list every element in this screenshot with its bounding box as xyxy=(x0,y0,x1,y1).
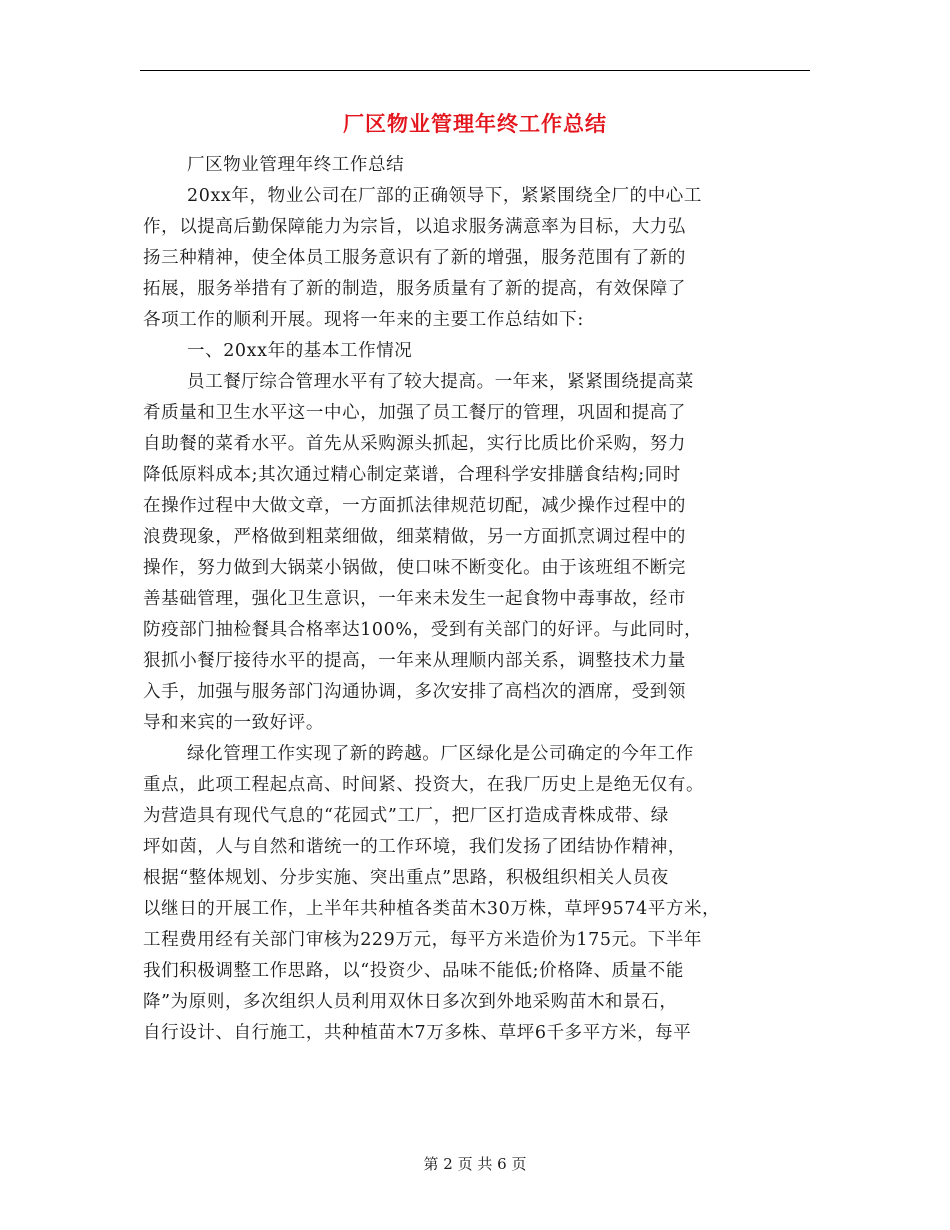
document-body xyxy=(143,150,813,1049)
body-line: 浪费现象，严格做到粗菜细做，细菜精做，另一方面抓烹调过程中的 xyxy=(143,527,686,547)
body-line: 狠抓小餐厅接待水平的提高，一年来从理顺内部关系，调整技术力量 xyxy=(143,651,686,671)
body-line: 自行设计、自行施工，共种植苗木7万多株、草坪6千多平方米，每平 xyxy=(143,1023,692,1043)
body-line: 入手，加强与服务部门沟通协调，多次安排了高档次的酒席，受到领 xyxy=(143,682,686,702)
body-line: 工程费用经有关部门审核为229万元，每平方米造价为175元。下半年 xyxy=(143,930,703,950)
body-line: 员工餐厅综合管理水平有了较大提高。一年来，紧紧围绕提高菜 xyxy=(187,372,694,392)
body-line: 善基础管理，强化卫生意识，一年来未发生一起食物中毒事故，经市 xyxy=(143,589,686,609)
document-title: 厂区物业管理年终工作总结 xyxy=(343,112,607,136)
body-line: 自助餐的菜肴水平。首先从采购源头抓起，实行比质比价采购，努力 xyxy=(143,434,686,454)
body-line: 降低原料成本;其次通过精心制定菜谱，合理科学安排膳食结构;同时 xyxy=(143,465,681,485)
body-line: 操作，努力做到大锅菜小锅做，使口味不断变化。由于该班组不断完 xyxy=(143,558,686,578)
body-line: 降”为原则，多次组织人员利用双休日多次到外地采购苗木和景石， xyxy=(143,992,678,1012)
body-line: 在操作过程中大做文章，一方面抓法律规范切配，减少操作过程中的 xyxy=(143,496,686,516)
body-line: 以继日的开展工作，上半年共种植各类苗木30万株，草坪9574平方米， xyxy=(143,899,721,919)
body-line: 拓展，服务举措有了新的制造，服务质量有了新的提高，有效保障了 xyxy=(143,279,686,299)
body-line: 根据“整体规划、分步实施、突出重点”思路，积极组织相关人员夜 xyxy=(143,868,669,888)
body-line: 重点，此项工程起点高、时间紧、投资大，在我厂历史上是绝无仅有。 xyxy=(143,775,705,795)
body-line: 各项工作的顺利开展。现将一年来的主要工作总结如下: xyxy=(143,310,584,330)
body-line: 导和来宾的一致好评。 xyxy=(143,713,324,733)
body-line: 防疫部门抽检餐具合格率达100%，受到有关部门的好评。与此同时， xyxy=(143,620,703,640)
body-line: 为营造具有现代气息的“花园式”工厂，把厂区打造成青株成带、绿 xyxy=(143,806,669,826)
body-line: 一、20xx年的基本工作情况 xyxy=(187,341,413,361)
body-line: 绿化管理工作实现了新的跨越。厂区绿化是公司确定的今年工作 xyxy=(187,744,694,764)
body-line: 坪如茵，人与自然和谐统一的工作环境，我们发扬了团结协作精神， xyxy=(143,837,686,857)
body-line: 20xx年，物业公司在厂部的正确领导下，紧紧围绕全厂的中心工 xyxy=(187,186,703,206)
body-line: 厂区物业管理年终工作总结 xyxy=(187,155,405,175)
header-rule xyxy=(140,70,810,71)
body-line: 我们积极调整工作思路，以“投资少、品味不能低;价格降、质量不能 xyxy=(143,961,684,981)
page-number-footer: 第 2 页 共 6 页 xyxy=(423,1155,527,1173)
body-line: 肴质量和卫生水平这一中心，加强了员工餐厅的管理，巩固和提高了 xyxy=(143,403,686,423)
body-line: 作，以提高后勤保障能力为宗旨，以追求服务满意率为目标，大力弘 xyxy=(143,217,686,237)
body-line: 扬三种精神，使全体员工服务意识有了新的增强，服务范围有了新的 xyxy=(143,248,686,268)
